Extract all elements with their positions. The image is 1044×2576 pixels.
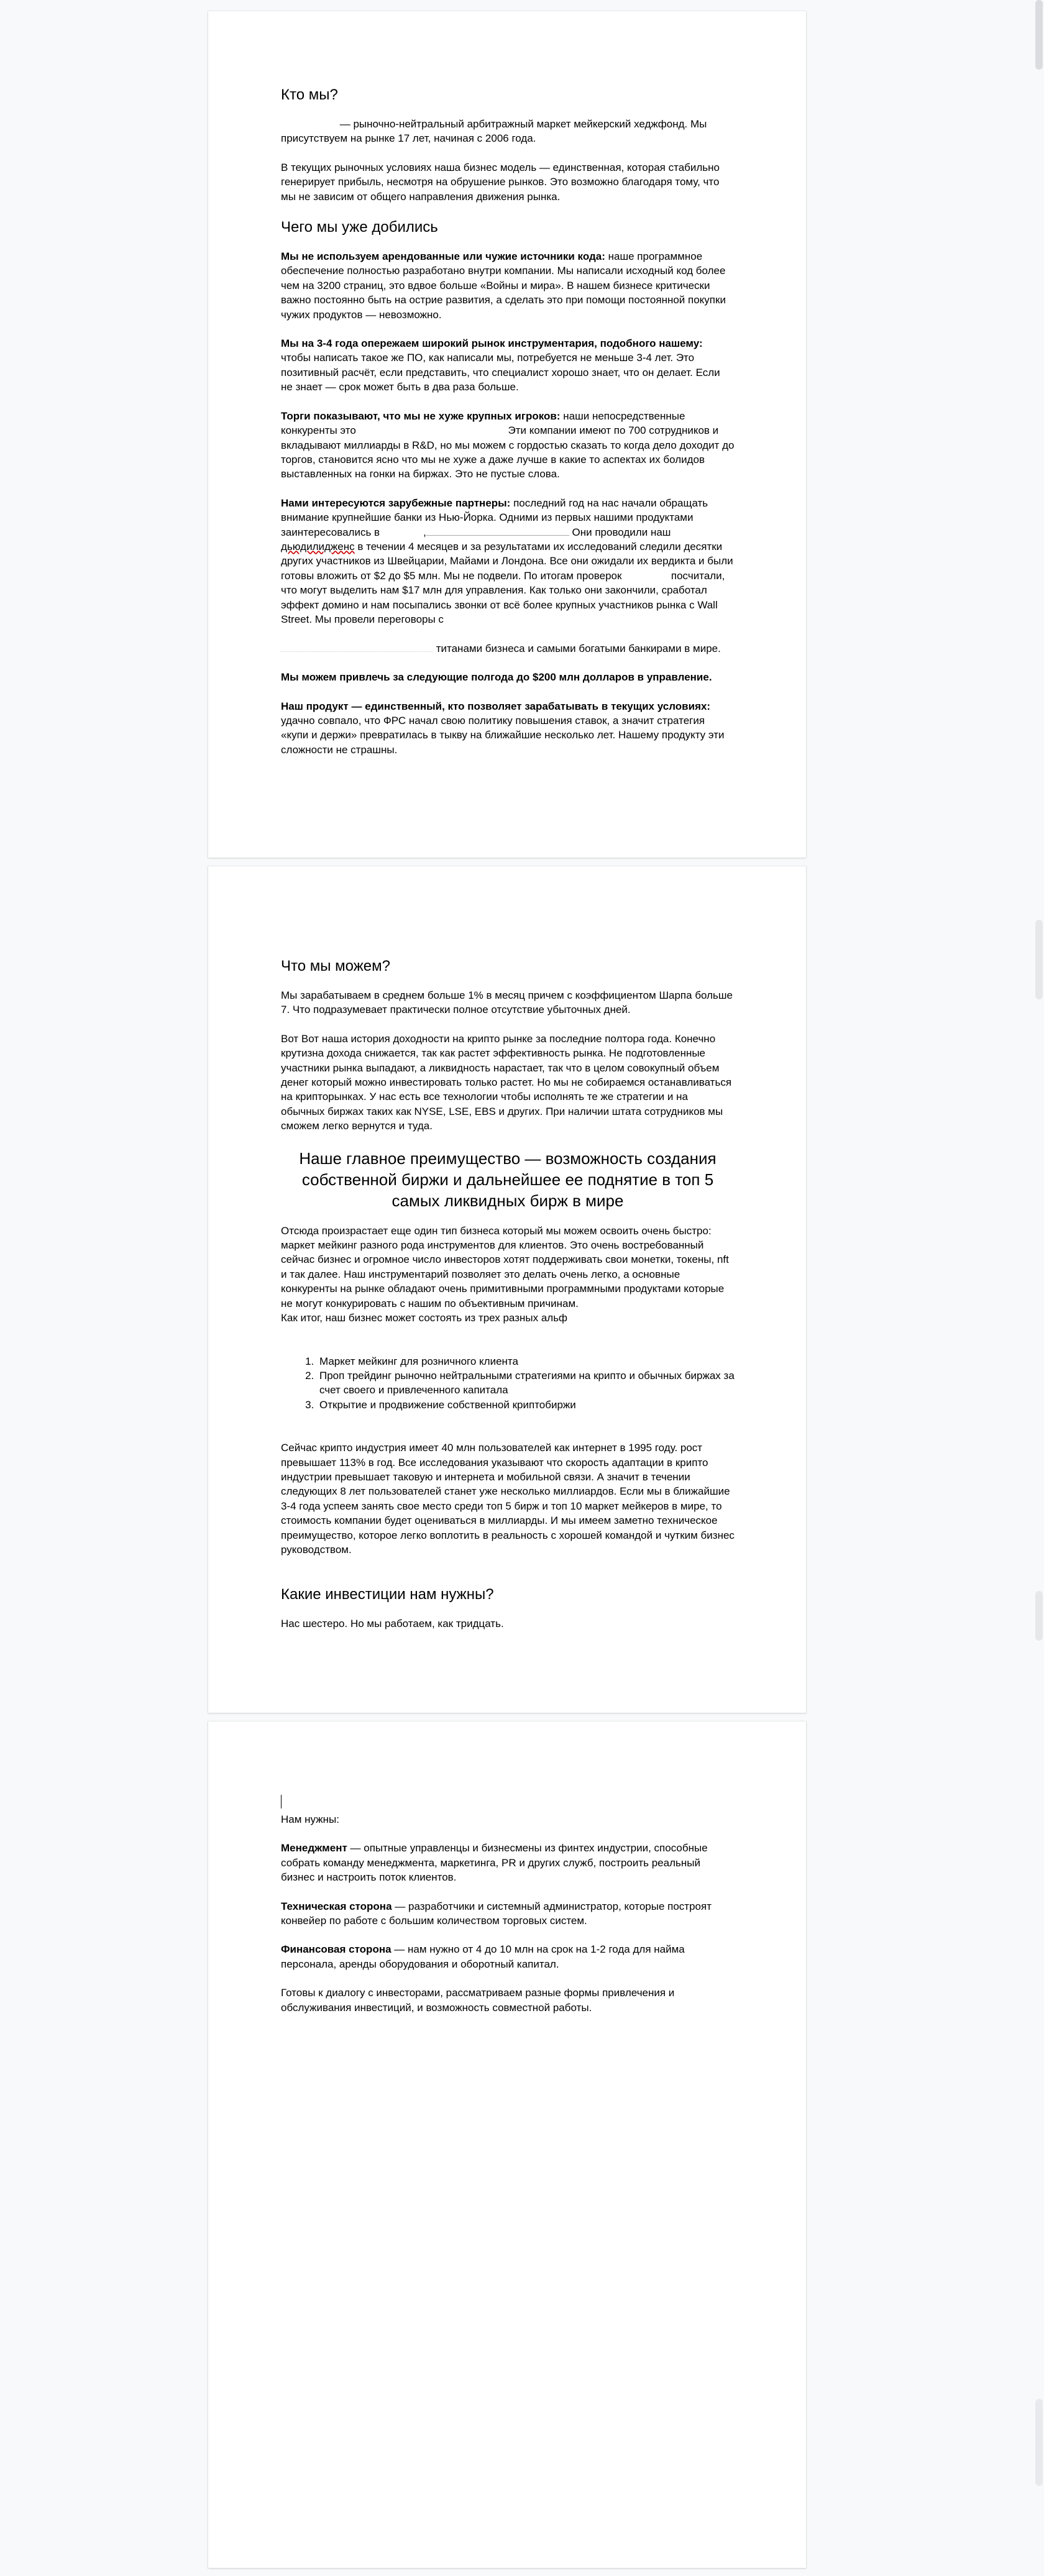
list-item[interactable]: 3. Открытие и продвижение собственной криптобиржи	[317, 1398, 735, 1412]
page-1-content	[281, 86, 735, 771]
scrollbar-marker	[1035, 920, 1043, 999]
text-cursor	[281, 1795, 282, 1808]
paragraph-achievement-product[interactable]	[281, 699, 735, 758]
achievement-trading-bold: Торги показывают, что мы не хуже крупных игроков:	[281, 410, 561, 422]
achievement-partners-text-2: ,	[423, 526, 426, 538]
achievement-product-text: удачно совпало, что ФРС начал свою политику повышения ставок, а значит стратегия «купи и держи» превратилась в тыкву на ближайшие несколько лет. Нашему продукту эти сложности не страшны.	[281, 715, 725, 756]
paragraph-industry[interactable]: Сейчас крипто индустрия имеет 40 млн пользователей как интернет в 1995 году. рост превышает 113% в год. Все исследования указывают что скорость адаптации в крипто индустрии превышает таковую и интернета и мобильной связи. А значит в течении следующих 8 лет пользователей станет уже несколько миллиардов. Если мы в ближайшие 3-4 года успеем занять свое место среди топ 5 бирж и топ 10 маркет мейкеров в мире, то стоимость компании будет оцениваться в миллиарды. И мы имеем заметно техническое преимущество, которое легко воплотить в реальность с хорошей командой и чутким бизнес руководством.	[281, 1442, 735, 1556]
achievement-lead-text: чтобы написать такое же ПО, как написали мы, потребуется не меньше 3-4 лет. Это позитивный расчёт, если представить, что специалист хорошо знает, что он делает. Если не знает — срок может быть в два раза больше.	[281, 352, 720, 393]
redacted-text	[380, 529, 423, 536]
paragraph-advantage-1[interactable]: Отсюда произрастает еще один тип бизнеса который мы можем освоить очень быстро: маркет мейкинг разного рода инструментов для клиентов. Это очень востребованный сейчас бизнес и огромное число инвесторов хотят поддерживать свои монетки, токены, nft и так далее. Наш инструментарий позволяет это делать очень легко, а основные конкуренты на рынке обладают очень примитивными программными продуктами которые не могут конкурировать с нашим по объективным причинам.	[281, 1224, 729, 1309]
page-2-content	[281, 957, 735, 1646]
achievement-lead-bold: Мы на 3-4 года опережаем широкий рынок инструментария, подобного нашему:	[281, 337, 703, 350]
achievement-trading-text-1: наши непосредственные конкуренты это	[281, 410, 685, 437]
document-page-3	[208, 1721, 806, 2568]
heading-who-we-are: Кто мы?	[281, 86, 338, 103]
heading-main-advantage: Наше главное преимущество — возможность создания собственной биржи и дальнейшее ее поднятие в топ 5 самых ликвидных бирж в мире	[299, 1148, 717, 1210]
need-management-text: — опытные управленцы и бизнесмены из финтех индустрии, способные собрать команду менеджмента, маркетинга, PR и других служб, построить реальный бизнес и настроить поток клиентов.	[281, 1842, 708, 1884]
paragraph-investments[interactable]: Нас шестеро. Но мы работаем, как тридцать.	[281, 1618, 504, 1630]
list-item[interactable]: 2. Проп трейдинг рыночно нейтральными стратегиями на крипто и обычных биржах за счет своего и привлеченного капитала	[317, 1368, 735, 1398]
achievement-capital-bold: Мы можем привлечь за следующие полгода до $200 млн долларов в управление.	[281, 671, 712, 684]
achievement-code-bold: Мы не используем арендованные или чужие источники кода:	[281, 250, 605, 263]
achievement-product-bold: Наш продукт — единственный, кто позволяет зарабатывать в текущих условиях:	[281, 700, 711, 712]
paragraph-need-tech[interactable]	[281, 1899, 735, 1928]
paragraph-achievement-partners[interactable]	[281, 496, 735, 656]
paragraph-achievement-trading[interactable]	[281, 409, 735, 482]
spellcheck-word[interactable]: дьюдилидженс	[281, 540, 355, 552]
alphas-list	[281, 1354, 735, 1413]
achievement-partners-text-1: последний год на нас начали обращать внимание крупнейшие банки из Нью-Йорка. Одними из первых нашими продуктами заинтересовались в	[281, 497, 708, 538]
achievement-partners-text-6: титанами бизнеса и самыми богатыми банкирами в мире.	[433, 642, 721, 654]
paragraph-achievement-code[interactable]	[281, 249, 735, 322]
document-page-1	[208, 11, 806, 858]
need-management-bold: Менеджмент	[281, 1842, 347, 1854]
need-finance-bold: Финансовая сторона	[281, 1943, 392, 1956]
redacted-text	[625, 573, 668, 579]
scrollbar-thumb[interactable]	[1035, 0, 1043, 70]
paragraph-achievement-capital[interactable]	[281, 670, 735, 684]
redacted-text	[281, 646, 433, 652]
paragraph-who-1[interactable]	[281, 117, 735, 146]
paragraph-can-2[interactable]: Вот Вот наша история доходности на крипто рынке за последние полтора года. Конечно крутизна дохода снижается, так как растет эффективность рынка. Не подготовленные участники рынка выпадают, а ликвидность нарастает, так что в целом совокупный объем денег который можно инвестировать только растет. Но мы не собираемся останавливаться на крипторынках. У нас есть все технологии чтобы исполнять те же стратегии и на обычных биржах таких как NYSE, LSE, EBS и других. При наличии штата сотрудников мы сможем легко вернутся и туда.	[281, 1032, 732, 1132]
achievement-partners-text-3: Они проводили наш	[569, 526, 671, 538]
scrollbar-marker	[1035, 1591, 1043, 1641]
heading-investments: Какие инвестиции нам нужны?	[281, 1586, 494, 1603]
paragraph-can-1[interactable]: Мы зарабатываем в среднем больше 1% в месяц причем с коэффициентом Шарпа больше 7. Что подразумевает практически полное отсутствие убыточных дней.	[281, 989, 733, 1016]
who-1-text: — рыночно-нейтральный арбитражный маркет мейкерский хеджфонд. Мы присутствуем на рынке 17 лет, начиная с 2006 года.	[281, 118, 707, 145]
need-finance-text: — нам нужно от 4 до 10 млн на срок на 1-2 года для найма персонала, аренды оборудования и оборотный капитал.	[281, 1943, 685, 1970]
list-item[interactable]: 1. Маркет мейкинг для розничного клиента	[317, 1354, 735, 1368]
document-page-2	[208, 866, 806, 1713]
redacted-text	[356, 428, 505, 434]
need-tech-text: — разработчики и системный администратор, которые построят конвейер по работе с большим количеством торговых систем.	[281, 1900, 712, 1927]
paragraph-closing[interactable]: Готовы к диалогу с инвесторами, рассматриваем разные формы привлечения и обслуживания инвестиций, и возможность совместной работы.	[281, 1987, 675, 2014]
paragraph-need-management[interactable]	[281, 1841, 735, 1884]
paragraph-advantage-2[interactable]: Как итог, наш бизнес может состоять из трех разных альф	[281, 1312, 568, 1324]
achievement-partners-text-4: в течении 4 месяцев и за результатами их исследований следили десятки других участников из Швейцарии, Майами и Лондона. Все они ожидали их вердикта и были готовы вложить от $2 до $5 млн. Мы не подвели. По итогам проверок	[281, 540, 733, 582]
heading-what-we-can: Что мы можем?	[281, 958, 390, 974]
redacted-text	[281, 121, 337, 127]
paragraph-need-finance[interactable]	[281, 1942, 735, 1971]
redacted-text	[426, 530, 569, 536]
page-3-content	[281, 1795, 735, 2029]
achievement-partners-bold: Нами интересуются зарубежные партнеры:	[281, 497, 511, 509]
heading-achievements: Чего мы уже добились	[281, 219, 438, 236]
achievement-partners-text-5: посчитали, что могут выделить нам $17 млн для управления. Как только они закончили, сработал эффект домино и нам посыпались звонки от всё более крупных участников рынка с Wall Street. Мы провели переговоры с	[281, 569, 725, 625]
scrollbar-marker	[1035, 2399, 1043, 2486]
paragraph-need[interactable]: Нам нужны:	[281, 1813, 339, 1825]
paragraph-achievement-lead[interactable]	[281, 336, 735, 395]
achievement-trading-text-2: Эти компании имеют по 700 сотрудников и вкладывают миллиарды в R&D, но мы можем с гордостью сказать то когда дело доходит до торгов, становится ясно что мы не хуже а даже лучше в какие то аспектах их болидов выставленных на гонки на биржах. Это не пустые слова.	[281, 424, 735, 480]
need-tech-bold: Техническая сторона	[281, 1900, 392, 1912]
paragraph-who-2[interactable]: В текущих рыночных условиях наша бизнес модель — единственная, которая стабильно генерирует прибыль, несмотря на обрушение рынков. Это возможно благодаря тому, что мы не зависим от общего направления движения рынка.	[281, 161, 720, 203]
empty-line[interactable]	[281, 1795, 735, 1812]
achievement-code-text: наше программное обеспечение полностью разработано внутри компании. Мы написали исходный код более чем на 3200 страниц, это вдвое больше «Войны и мира». В нашем бизнесе критически важно постоянно быть на острие развития, а сделать это при помощи постоянной покупки чужих продуктов — невозможно.	[281, 250, 726, 321]
